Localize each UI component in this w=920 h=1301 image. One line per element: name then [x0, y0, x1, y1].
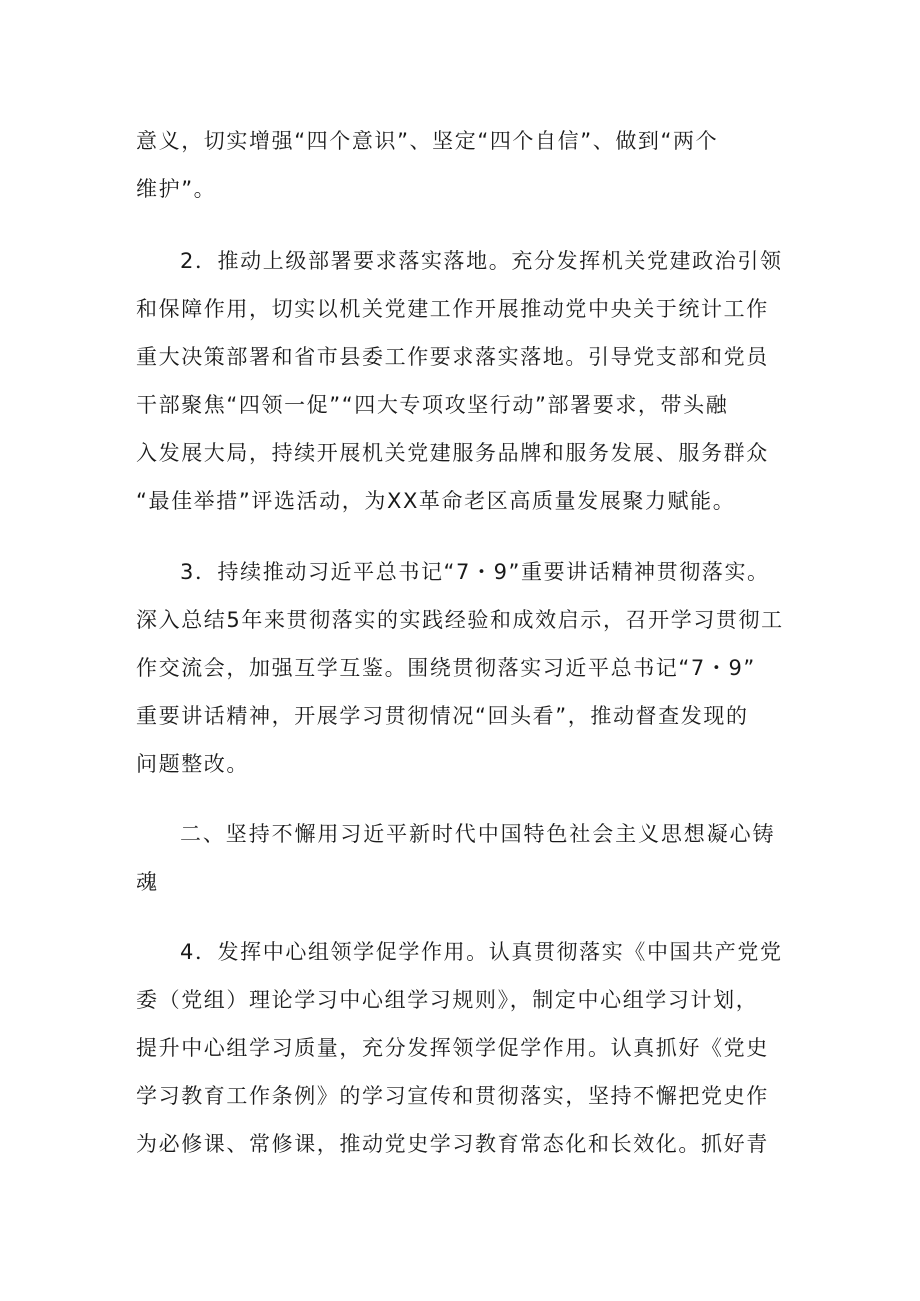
text-line: 意义，切实增强“四个意识”、坚定“四个自信”、做到“两个 [136, 129, 719, 153]
heading-line: 魂 [136, 870, 159, 894]
paragraph-item-4 [136, 928, 792, 1168]
text-line: 干部聚焦“四领一促”“四大专项攻坚行动”部署要求，带头融 [136, 393, 729, 417]
text-line: 重大决策部署和省市县委工作要求落实落地。引导党支部和党员 [136, 345, 769, 369]
text-line: 4．发挥中心组领学促学作用。认真贯彻落实《中国共产党党 [180, 940, 783, 964]
paragraph-item-2 [136, 237, 792, 525]
text-line: 3．持续推动习近平总书记“7・9”重要讲话精神贯彻落实。 [180, 560, 770, 584]
heading-line: 二、坚持不懈用习近平新时代中国特色社会主义思想凝心铸 [180, 822, 776, 846]
text-line: 和保障作用，切实以机关党建工作开展推动党中央关于统计工作 [136, 297, 769, 321]
text-line: 重要讲话精神，开展学习贯彻情况“回头看”，推动督查发现的 [136, 704, 749, 728]
text-line: 为必修课、常修课，推动党史学习教育常态化和长效化。抓好青 [136, 1132, 769, 1156]
text-line: 问题整改。 [136, 752, 249, 776]
text-line: 2．推动上级部署要求落实落地。充分发挥机关党建政治引领 [180, 249, 783, 273]
text-line: “最佳举措”评选活动，为XX革命老区高质量发展聚力赋能。 [136, 489, 736, 513]
text-line: 入发展大局，持续开展机关党建服务品牌和服务发展、服务群众 [136, 441, 769, 465]
text-line: 委（党组）理论学习中心组学习规则》，制定中心组学习计划， [136, 988, 759, 1012]
paragraph-item-3 [136, 548, 792, 788]
text-line: 学习教育工作条例》的学习宣传和贯彻落实，坚持不懈把党史作 [136, 1084, 769, 1108]
text-line: 作交流会，加强互学互鉴。围绕贯彻落实习近平总书记“7・9” [136, 656, 756, 680]
paragraph-continuation [136, 117, 792, 213]
text-line: 维护”。 [136, 177, 217, 201]
section-heading-2 [136, 810, 792, 906]
text-line: 提升中心组学习质量，充分发挥领学促学作用。认真抓好《党史 [136, 1036, 769, 1060]
text-line: 深入总结5年来贯彻落实的实践经验和成效启示，召开学习贯彻工 [136, 608, 784, 632]
